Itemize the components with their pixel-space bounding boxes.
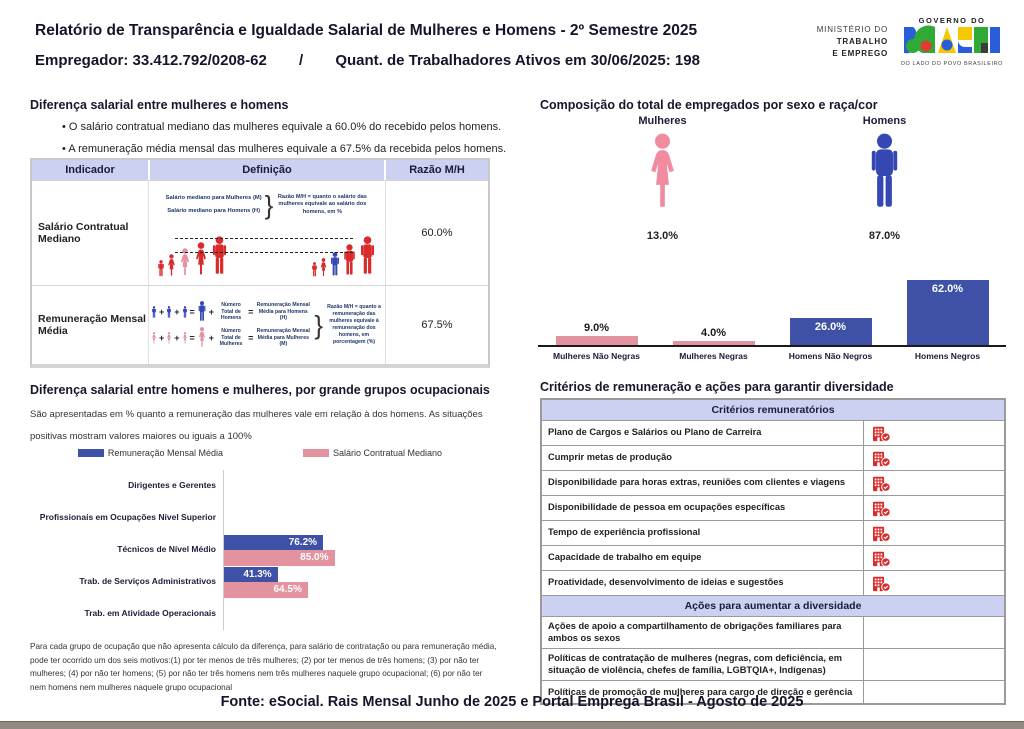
- man-icon: [866, 133, 903, 215]
- bar: [556, 336, 638, 345]
- criteria-label: Disponibilidade de pessoa em ocupações específicas: [542, 496, 864, 520]
- bar: 85.0%: [224, 550, 335, 566]
- criteria-status-cell: [864, 446, 1004, 470]
- ministry-line3: E EMPREGO: [832, 48, 888, 58]
- table-row-salario-mediano: [32, 180, 488, 285]
- criteria-row: [542, 571, 1004, 595]
- person-icon: [157, 260, 165, 278]
- female-icon: [610, 133, 715, 220]
- bar-value-label: 62.0%: [931, 282, 964, 295]
- bar-area: [223, 566, 498, 598]
- criteria-row: [542, 521, 1004, 546]
- composition-column: [772, 318, 889, 345]
- bar: [907, 280, 989, 345]
- company-check-icon: [872, 450, 891, 467]
- brace-glyph: }: [314, 310, 323, 340]
- definition-cell-1: [149, 181, 386, 285]
- criteria-row: [542, 471, 1004, 496]
- person-icon: [319, 258, 328, 278]
- gov-top-label: GOVERNO DO: [918, 16, 986, 25]
- window-bottom-edge: [0, 721, 1024, 729]
- composition-title: Composição do total de empregados por sexo e raça/cor: [540, 98, 878, 112]
- indicator-name: Salário Contratual Mediano: [32, 181, 149, 285]
- bar-value-label: 26.0%: [814, 320, 847, 333]
- company-check-icon: [872, 500, 891, 517]
- diversity-label: Ações de apoio a compartilhamento de obrigações familiares para ambos os sexos: [542, 617, 864, 648]
- company-check-icon: [872, 575, 891, 592]
- criteria-row: [542, 496, 1004, 521]
- male-icon: [832, 133, 937, 220]
- composition-column: [538, 322, 655, 345]
- bar: 64.5%: [224, 582, 308, 598]
- occupational-row: [30, 566, 498, 598]
- occupational-row: [30, 502, 498, 534]
- definition-cell-2: + + = + Número Total de Homens = Remuneração Mensal Média para Homens (H) + + = + Número Total de Mulheres = Remuneração Mensal Média para Mulheres (M) } Razão M/H = quanto a remuneração das mulheres equivale à remuneração dos homens, em porcentagem (%): [149, 286, 386, 364]
- composition-column: [655, 327, 772, 346]
- employer-value: Empregador: 33.412.792/0208-62: [35, 52, 267, 69]
- company-check-icon: [872, 475, 891, 492]
- gov-bottom-label: DO LADO DO POVO BRASILEIRO: [900, 61, 1004, 67]
- category-label: Trab. em Atividade Operacionais: [84, 608, 216, 619]
- female-pictogram: [610, 115, 715, 242]
- brasil-logo-icon: [902, 25, 1002, 55]
- criteria-label: Capacidade de trabalho em equipe: [542, 546, 864, 570]
- bar-area: [223, 470, 498, 502]
- ministry-line2: TRABALHO: [836, 36, 888, 46]
- category-label: Mulheres Não Negras: [553, 351, 640, 361]
- ratio-value-1: 60.0%: [421, 227, 453, 239]
- occupational-row: [30, 534, 498, 566]
- median-dashed-band: [175, 238, 353, 253]
- occupational-footnote: Para cada grupo de ocupação que não apresenta cálculo da diferença, para salário de contratação ou para remuneração média, pode ter ocorrido um dos seis motivos:(1) por ter menos de três mulheres; (2) por ter menos de três homens; (3) por não ter mulheres; (4) por não ter homens; (5) por não ter três homens nem três mulheres naquele grupo ocupacional; (6) por não ter nem homens nem mulheres naquele grupo ocupacional: [30, 642, 497, 692]
- person-icon: [166, 254, 177, 278]
- source-footer: Fonte: eSocial. Rais Mensal Junho de 2025 e Portal Emprega Brasil - Agosto de 2025: [220, 694, 804, 710]
- male-pictogram: [832, 115, 937, 242]
- legend-item-remuneracao: [78, 448, 223, 458]
- legend-swatch-blue: [78, 449, 104, 457]
- gov-branding: [817, 16, 1006, 67]
- active-workers-value: Quant. de Trabalhadores Ativos em 30/06/2025: 198: [335, 52, 700, 69]
- ministry-label: [817, 24, 888, 60]
- diversity-label: Políticas de promoção de mulheres para cargo de direção e gerência: [542, 681, 864, 703]
- criteria-label: Plano de Cargos e Salários ou Plano de Carreira: [542, 421, 864, 445]
- governo-do-brasil-logo: [898, 16, 1006, 67]
- diversity-row: [542, 617, 1004, 649]
- result-label: Remuneração Mensal Média para Mulheres (M): [256, 328, 310, 348]
- person-icon: [197, 301, 207, 323]
- diversity-status-cell: [864, 617, 1004, 648]
- company-check-icon: [872, 550, 891, 567]
- remuneration-header: Critérios remuneratórios: [542, 400, 1004, 421]
- criteria-status-cell: [864, 571, 1004, 595]
- brace-glyph: }: [264, 190, 274, 220]
- median-women-label: Salário mediano para Mulheres (M): [165, 195, 262, 202]
- occupational-chart: [30, 470, 498, 630]
- occupational-title: Diferença salarial entre homens e mulheres, por grande grupos ocupacionais: [30, 383, 490, 397]
- salary-gap-title: Diferença salarial entre mulheres e homens: [30, 98, 289, 112]
- indicator-table-header: [32, 160, 488, 180]
- result-label: Remuneração Mensal Média para Homens (H): [256, 302, 310, 322]
- criteria-label: Tempo de experiência profissional: [542, 521, 864, 545]
- person-icon: [358, 236, 377, 278]
- bar-area: [223, 598, 498, 630]
- female-percent: 13.0%: [646, 230, 679, 242]
- sum-label: Número Total de Homens: [220, 302, 242, 322]
- criteria-label: Cumprir metas de produção: [542, 446, 864, 470]
- criteria-row: [542, 421, 1004, 446]
- criteria-row: [542, 446, 1004, 471]
- criteria-status-cell: [864, 521, 1004, 545]
- person-icon: [182, 306, 188, 319]
- criteria-status-cell: [864, 471, 1004, 495]
- ratio-value-2: 67.5%: [421, 319, 453, 331]
- composition-column: [889, 280, 1006, 345]
- category-label: Homens Negros: [914, 351, 981, 361]
- separator: /: [298, 52, 304, 69]
- criteria-title: Critérios de remuneração e ações para garantir diversidade: [540, 380, 894, 394]
- indicator-name: Remuneração Mensal Média: [32, 286, 149, 364]
- col-definicao: Definição: [150, 160, 386, 180]
- criteria-label: Disponibilidade para horas extras, reuniões com clientes e viagens: [542, 471, 864, 495]
- col-indicador: Indicador: [32, 160, 150, 180]
- diversity-header: Ações para aumentar a diversidade: [542, 595, 1004, 617]
- indicator-table: [30, 158, 490, 368]
- legend-label: Remuneração Mensal Média: [107, 448, 223, 458]
- diversity-status-cell: [864, 649, 1004, 680]
- table-row-remuneracao-media: [32, 285, 488, 364]
- diversity-row: [542, 649, 1004, 681]
- bar: [673, 341, 755, 346]
- woman-icon: [644, 133, 681, 215]
- criteria-status-cell: [864, 421, 1004, 445]
- category-label: Trab. de Serviços Administrativos: [79, 576, 216, 587]
- bar-value-label: 9.0%: [583, 321, 610, 334]
- category-label: Homens Não Negros: [788, 351, 873, 361]
- bar-area: [223, 534, 498, 566]
- bar: 41.3%: [224, 567, 278, 583]
- occupational-row: [30, 470, 498, 502]
- person-icon: [182, 332, 188, 345]
- person-icon: [151, 332, 157, 345]
- male-percent: 87.0%: [868, 230, 901, 242]
- ministry-line1: MINISTÉRIO DO: [816, 24, 888, 34]
- category-label: Mulheres Negras: [679, 351, 748, 361]
- category-label: Técnicos de Nível Médio: [117, 544, 216, 555]
- person-icon: [197, 327, 207, 349]
- person-icon: [151, 306, 157, 319]
- company-check-icon: [872, 425, 891, 442]
- sum-label: Número Total de Mulheres: [219, 328, 243, 348]
- criteria-table: [540, 398, 1006, 705]
- bar: 76.2%: [224, 535, 323, 551]
- criteria-status-cell: [864, 546, 1004, 570]
- composition-chart: [538, 253, 1006, 361]
- criteria-label: Proatividade, desenvolvimento de ideias e sugestões: [542, 571, 864, 595]
- bar-value-label: 4.0%: [700, 326, 727, 339]
- composition-bars: [538, 253, 1006, 345]
- salary-gap-bullet-1: • O salário contratual mediano das mulheres equivale a 60.0% do recebido pelos homens.: [62, 121, 501, 133]
- bar: [790, 318, 872, 345]
- female-label: Mulheres: [638, 115, 687, 127]
- criteria-row: [542, 546, 1004, 571]
- page-title: Relatório de Transparência e Igualdade Salarial de Mulheres e Homens - 2º Semestre 2025: [35, 22, 698, 39]
- ratio-note-1: Razão M/H = quanto o salário das mulheres equivale ao salário dos homens, em %: [277, 193, 367, 215]
- company-check-icon: [872, 525, 891, 542]
- person-icon: [311, 262, 318, 278]
- person-icon: [166, 332, 172, 345]
- bar-area: [223, 502, 498, 534]
- occupational-subtitle: São apresentadas em % quanto a remuneração das mulheres vale em relação à dos homens. As situações positivas mostram valores maiores ou iguais a 100%: [30, 409, 483, 442]
- occupational-legend: [60, 448, 460, 458]
- composition-categories: [538, 347, 1006, 361]
- diversity-label: Políticas de contratação de mulheres (negras, com deficiência, em situação de violência, chefes de família, LGBTQIA+, Indígenas): [542, 649, 864, 680]
- category-label: Profissionais em Ocupações Nível Superior: [39, 512, 216, 523]
- person-icon: [329, 252, 341, 278]
- ratio-note-2: Razão M/H = quanto a remuneração das mulheres equivale à remuneração dos homens, em porcentagem (%): [327, 303, 381, 346]
- col-razao: Razão M/H: [409, 164, 465, 176]
- median-men-label: Salário mediano para Homens (H): [167, 208, 261, 214]
- male-label: Homens: [862, 115, 907, 127]
- median-people-figure: [151, 226, 383, 278]
- legend-swatch-pink: [303, 449, 329, 457]
- occupational-row: [30, 598, 498, 630]
- person-icon: [166, 306, 172, 319]
- category-label: Dirigentes e Gerentes: [128, 480, 216, 491]
- legend-label: Salário Contratual Mediano: [332, 448, 443, 458]
- criteria-status-cell: [864, 496, 1004, 520]
- salary-gap-bullet-2: • A remuneração média mensal das mulheres equivale a 67.5% da recebida pelos homens.: [62, 143, 506, 155]
- employer-line: [35, 52, 700, 69]
- legend-item-salario: [303, 448, 442, 458]
